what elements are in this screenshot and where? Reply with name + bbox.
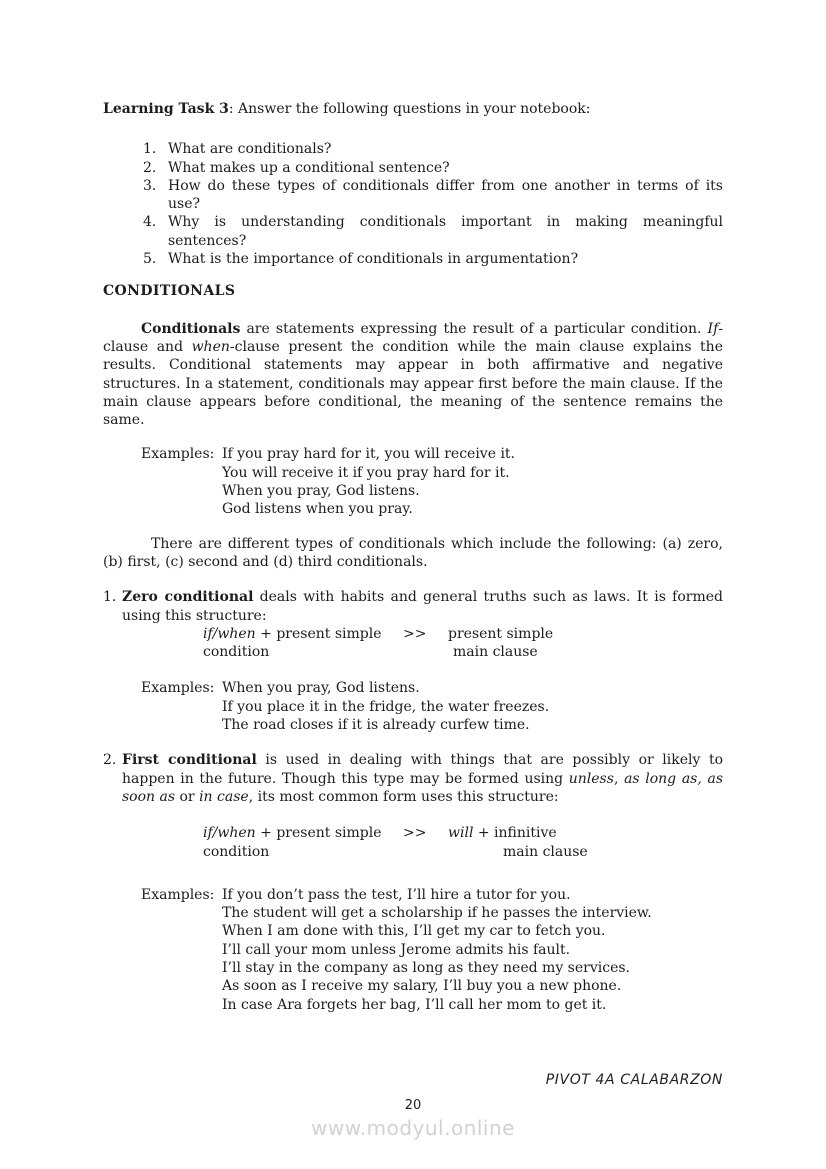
question-item (103, 159, 723, 177)
structure-result-formula: present simple (448, 625, 554, 642)
zero-conditional-structure (203, 625, 723, 662)
question-item (103, 250, 723, 268)
question-text: What are conditionals? (168, 141, 332, 158)
question-text: Why is understanding conditionals important in making meaningful sentences? (168, 214, 723, 249)
example-line: You will receive it if you pray hard for it. (222, 464, 510, 481)
examples-block-first (103, 886, 723, 1014)
types-paragraph: There are different types of conditionals which include the following: (a) zero, (b) first, (c) second and (d) third conditionals. (103, 535, 723, 570)
structure-condition-label: condition (203, 843, 270, 860)
example-line: If you don’t pass the test, I’ll hire a tutor for you. (222, 886, 571, 903)
question-item (103, 177, 723, 214)
watermark-text: www.modyul.online (311, 1116, 515, 1140)
question-item (103, 140, 723, 158)
footer-brand: PIVOT 4A CALABARZON (545, 1072, 723, 1088)
examples-label: Examples: (141, 446, 215, 463)
first-conditional-item (103, 751, 723, 806)
question-number: 1. (143, 141, 157, 158)
structure-condition-formula: if/when + present simple (203, 625, 382, 642)
examples-label: Examples: (141, 886, 215, 903)
question-text: What is the importance of conditionals in argumentation? (168, 251, 579, 268)
example-line: The student will get a scholarship if he passes the interview. (222, 905, 652, 922)
question-number: 4. (143, 214, 157, 231)
first-conditional-description: First conditional is used in dealing with things that are possibly or likely to happen in the future. Though this type may be formed using unless, as long as, as soon as or in case, its most common form uses this structure: (122, 752, 724, 805)
example-line: I’ll call your mom unless Jerome admits his fault. (222, 941, 571, 958)
question-text: How do these types of conditionals differ from one another in terms of its use? (168, 177, 723, 213)
example-line: In case Ara forgets her bag, I’ll call her mom to get it. (222, 996, 607, 1013)
example-lines (222, 679, 723, 734)
example-line: When you pray, God listens. (222, 680, 420, 697)
example-line: If you place it in the fridge, the water freezes. (222, 698, 550, 715)
example-line: If you pray hard for it, you will receive it. (222, 446, 516, 463)
intro-paragraph: Conditionals are statements expressing the result of a particular condition. If-clause and when-clause present the condition while the main clause explains the results. Conditional statements may appear in both affirmative and negative structures. In a statement, conditionals may appear first before the main clause. If the main clause appears before conditional, the meaning of the sentence remains the same. (103, 320, 723, 429)
structure-label-row (203, 643, 723, 661)
structure-formula-row (203, 625, 723, 643)
structure-condition-formula: if/when + present simple (203, 825, 382, 842)
examples-block-zero (103, 679, 723, 734)
example-line: I’ll stay in the company as long as they need my services. (222, 959, 630, 976)
learning-task-heading: Learning Task 3: Answer the following questions in your notebook: (103, 101, 591, 117)
example-line: When you pray, God listens. (222, 483, 420, 500)
section-heading: CONDITIONALS (103, 283, 236, 300)
page-number: 20 (404, 1098, 422, 1113)
example-line: As soon as I receive my salary, I’ll buy you a new phone. (222, 978, 622, 995)
question-item (103, 213, 723, 250)
structure-label-row (203, 843, 723, 861)
structure-arrow: >> (403, 625, 427, 642)
question-number: 5. (143, 251, 157, 268)
example-line: God listens when you pray. (222, 501, 413, 518)
structure-formula-row (203, 824, 723, 842)
question-number: 3. (143, 177, 157, 194)
examples-block-general (103, 445, 723, 518)
item-number: 1. (103, 589, 117, 606)
example-lines (222, 886, 723, 1014)
example-line: The road closes if it is already curfew time. (222, 717, 530, 734)
zero-conditional-description: Zero conditional deals with habits and general truths such as laws. It is formed using this structure: (122, 589, 723, 624)
example-line: When I am done with this, I’ll get my car to fetch you. (222, 923, 606, 940)
structure-result-formula: will + infinitive (448, 825, 557, 842)
example-lines (222, 445, 723, 518)
structure-main-clause-label: main clause (453, 644, 538, 661)
structure-main-clause-label: main clause (503, 843, 588, 860)
zero-conditional-item (103, 588, 723, 625)
examples-label: Examples: (141, 680, 215, 697)
structure-arrow: >> (403, 825, 427, 842)
structure-condition-label: condition (203, 644, 270, 661)
item-number: 2. (103, 752, 117, 769)
first-conditional-structure (203, 824, 723, 861)
question-text: What makes up a conditional sentence? (168, 159, 450, 176)
question-number: 2. (143, 159, 157, 176)
question-list (103, 140, 723, 268)
